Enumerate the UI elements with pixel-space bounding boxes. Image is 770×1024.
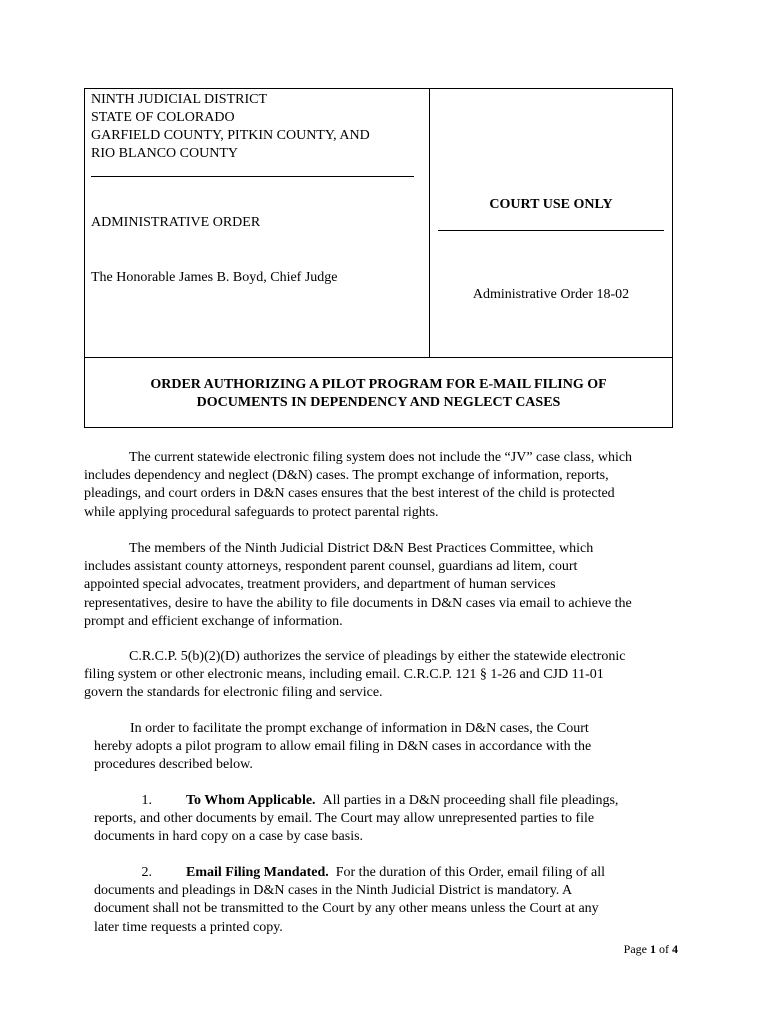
p3-line-2: filing system or other electronic means, including email. C.R.C.P. 121 § 1-26 and CJD 11-01 [84,667,604,683]
p2-line-5: prompt and efficient exchange of information. [84,613,343,629]
court-use-rule [438,230,664,231]
of-label: of [659,942,669,956]
order-title-line-1: ORDER AUTHORIZING A PILOT PROGRAM FOR E-MAIL FILING OF [150,377,607,392]
numbered-item-2 [94,864,605,937]
item-2-line-4: later time requests a printed copy. [94,919,283,935]
p2-line-4: representatives, desire to have the ability to file documents in D&N cases via email to achieve the [84,595,632,611]
caption-divider-rule [91,176,414,177]
p1-line-1: The current statewide electronic filing system does not include the “JV” case class, which [129,450,633,465]
order-title-line-2: DOCUMENTS IN DEPENDENCY AND NEGLECT CASES [196,395,561,410]
page-label: Page [623,942,647,956]
p2-line-2: includes assistant county attorneys, respondent parent counsel, guardians ad litem, court [84,559,578,575]
item-2-line-2: documents and pleadings in D&N cases in the Ninth Judicial District is mandatory. A [94,883,573,899]
order-number: Administrative Order 18-02 [472,287,630,302]
p4-line-1: In order to facilitate the prompt exchange of information in D&N cases, the Court [130,721,589,736]
caption-left-cell [85,89,430,357]
item-1-heading: To Whom Applicable. [186,793,316,808]
p1-line-2: includes dependency and neglect (D&N) cases. The prompt exchange of information, reports, [84,468,609,484]
order-title [85,376,672,412]
court-name-line-3: GARFIELD COUNTY, PITKIN COUNTY, AND [91,128,370,143]
page-total: 4 [672,942,678,956]
item-2-number: 2. [141,865,152,880]
court-name-line-1: NINTH JUDICIAL DISTRICT [91,92,268,107]
numbered-item-1 [94,792,618,847]
paragraph-3 [84,648,625,703]
document-type: ADMINISTRATIVE ORDER [91,215,261,230]
p4-line-3: procedures described below. [94,757,253,773]
court-name-line-2: STATE OF COLORADO [91,110,235,125]
item-2-line-1: For the duration of this Order, email filing of all [335,865,606,880]
p1-line-3: pleadings, and court orders in D&N cases ensures that the best interest of the child is protected [84,486,615,502]
item-2-heading: Email Filing Mandated. [186,865,329,880]
paragraph-2 [84,540,632,631]
case-caption-box [84,88,673,428]
item-1-number: 1. [141,793,152,808]
court-use-only-label: COURT USE ONLY [489,197,613,212]
item-1-line-1: All parties in a D&N proceeding shall file pleadings, [322,793,619,808]
p1-line-4: while applying procedural safeguards to protect parental rights. [84,504,439,520]
judge-name: The Honorable James B. Boyd, Chief Judge [91,270,338,285]
caption-right-cell [430,89,672,357]
p2-line-3: appointed special advocates, treatment providers, and department of human services [84,577,556,593]
item-2-line-3: document shall not be transmitted to the Court by any other means unless the Court at any [94,901,599,917]
item-1-line-3: documents in hard copy on a case by case basis. [94,829,364,845]
page-number: 1 [650,942,656,956]
paragraph-4 [94,720,591,775]
p3-line-3: govern the standards for electronic filing and service. [84,685,383,701]
page-footer [624,942,678,957]
p4-line-2: hereby adopts a pilot program to allow email filing in D&N cases in accordance with the [94,739,592,755]
p3-line-1: C.R.C.P. 5(b)(2)(D) authorizes the service of pleadings by either the statewide electronic [129,649,626,664]
court-name-line-4: RIO BLANCO COUNTY [91,146,238,161]
item-1-line-2: reports, and other documents by email. The Court may allow unrepresented parties to file [94,811,595,827]
paragraph-1 [84,449,632,522]
p2-line-1: The members of the Ninth Judicial District D&N Best Practices Committee, which [129,541,594,556]
caption-title-cell [85,357,672,428]
